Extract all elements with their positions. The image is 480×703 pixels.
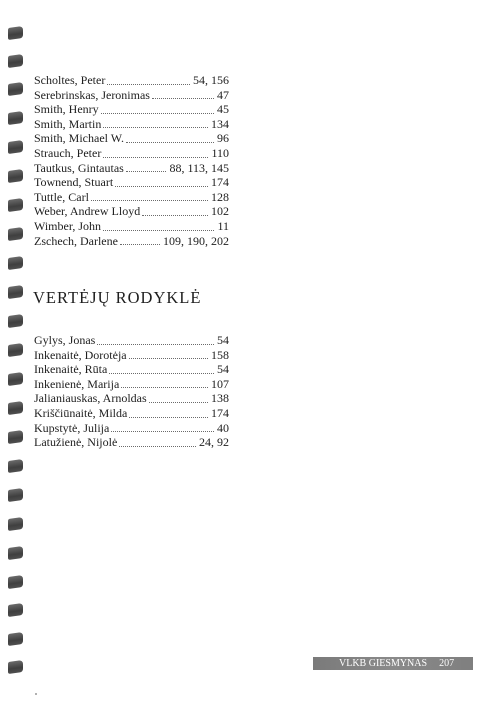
index-entry [34,333,229,348]
binding-hole-icon [8,54,23,68]
entry-name: Inkenaitė, Dorotėja [34,347,127,362]
binding-hole-icon [8,401,23,415]
section-title: VERTĖJŲ RODYKLĖ [33,288,202,307]
dot-leader [101,113,214,114]
binding-hole-icon [8,285,23,299]
entry-pages: 138 [211,391,229,406]
translator-index-list [34,333,229,450]
dot-leader [107,84,190,85]
entry-pages: 110 [211,145,229,160]
index-entry [34,146,229,161]
dot-leader [142,215,208,216]
dot-leader [109,373,214,374]
index-entry [34,73,229,88]
entry-pages: 54 [217,362,229,377]
binding-hole-icon [8,314,23,328]
spiral-binding [0,0,30,703]
dot-leader [91,200,208,201]
entry-pages: 54, 156 [193,73,229,87]
binding-hole-icon [8,632,23,646]
dot-leader [126,142,214,143]
entry-pages: 174 [211,175,229,190]
binding-hole-icon [8,111,23,125]
entry-pages: 174 [211,405,229,420]
entry-pages: 47 [217,87,229,102]
index-entry [34,175,229,190]
index-entry [34,406,229,421]
entry-pages: 54 [217,333,229,347]
entry-name: Tuttle, Carl [34,189,89,204]
entry-pages: 109, 190, 202 [163,233,229,248]
index-entry [34,234,229,249]
index-entry [34,421,229,436]
entry-pages: 134 [211,116,229,131]
dot-leader [103,127,208,128]
entry-name: Serebrinskas, Jeronimas [34,87,150,102]
binding-hole-icon [8,546,23,560]
dot-leader [111,431,214,432]
entry-name: Tautkus, Gintautas [34,160,124,175]
entry-name: Townend, Stuart [34,175,114,190]
author-index-list [34,73,229,248]
binding-hole-icon [8,372,23,386]
dot-leader [152,98,214,99]
dot-leader [120,244,160,245]
binding-hole-icon [8,575,23,589]
dot-leader [103,157,208,158]
binding-hole-icon [8,26,23,40]
scan-speck [35,693,37,695]
entry-pages: 102 [211,204,229,219]
dot-leader [97,344,214,345]
entry-name: Inkenaitė, Rūta [34,362,108,377]
index-entry [34,362,229,377]
index-entry [34,117,229,132]
binding-hole-icon [8,227,23,241]
dot-leader [115,186,208,187]
footer-book-title: VLKB GIESMYNAS [339,658,428,669]
entry-name: Strauch, Peter [34,145,102,160]
dot-leader [121,387,208,388]
index-entry [34,161,229,176]
binding-hole-icon [8,517,23,531]
dot-leader [126,171,167,172]
entry-name: Latužienė, Nijolė [34,435,118,450]
page-footer [313,657,473,670]
index-entry [34,348,229,363]
index-entry [34,219,229,234]
binding-hole-icon [8,198,23,212]
entry-pages: 96 [217,131,229,146]
binding-hole-icon [8,256,23,270]
entry-name: Weber, Andrew Lloyd [34,204,141,219]
binding-hole-icon [8,82,23,96]
binding-hole-icon [8,430,23,444]
dot-leader [129,358,208,359]
binding-hole-icon [8,660,23,674]
entry-pages: 40 [217,420,229,435]
binding-hole-icon [8,169,23,183]
dot-leader [103,230,214,231]
binding-hole-icon [8,603,23,617]
footer-page-number: 207 [439,658,455,669]
entry-name: Smith, Michael W. [34,131,124,146]
entry-name: Scholtes, Peter [34,73,106,87]
entry-name: Smith, Henry [34,102,99,117]
binding-hole-icon [8,488,23,502]
entry-pages: 107 [211,376,229,391]
binding-hole-icon [8,140,23,154]
entry-pages: 158 [211,347,229,362]
binding-hole-icon [8,459,23,473]
index-entry [34,391,229,406]
entry-name: Kriščiūnaitė, Milda [34,405,128,420]
dot-leader [119,446,196,447]
entry-pages: 45 [217,102,229,117]
dot-leader [149,402,208,403]
entry-pages: 128 [211,189,229,204]
index-entry [34,131,229,146]
index-entry [34,204,229,219]
entry-name: Wimber, John [34,218,102,233]
index-entry [34,435,229,450]
entry-name: Smith, Martin [34,116,102,131]
entry-pages: 88, 113, 145 [169,160,229,175]
entry-name: Jalianiauskas, Arnoldas [34,391,147,406]
index-entry [34,377,229,392]
index-entry [34,88,229,103]
entry-name: Zschech, Darlene [34,233,118,248]
index-entry [34,190,229,205]
dot-leader [129,417,208,418]
entry-name: Kupstytė, Julija [34,420,110,435]
index-entry [34,102,229,117]
entry-pages: 24, 92 [199,435,229,450]
entry-name: Gylys, Jonas [34,333,96,347]
entry-pages: 11 [217,218,229,233]
entry-name: Inkenienė, Marija [34,376,120,391]
binding-hole-icon [8,343,23,357]
